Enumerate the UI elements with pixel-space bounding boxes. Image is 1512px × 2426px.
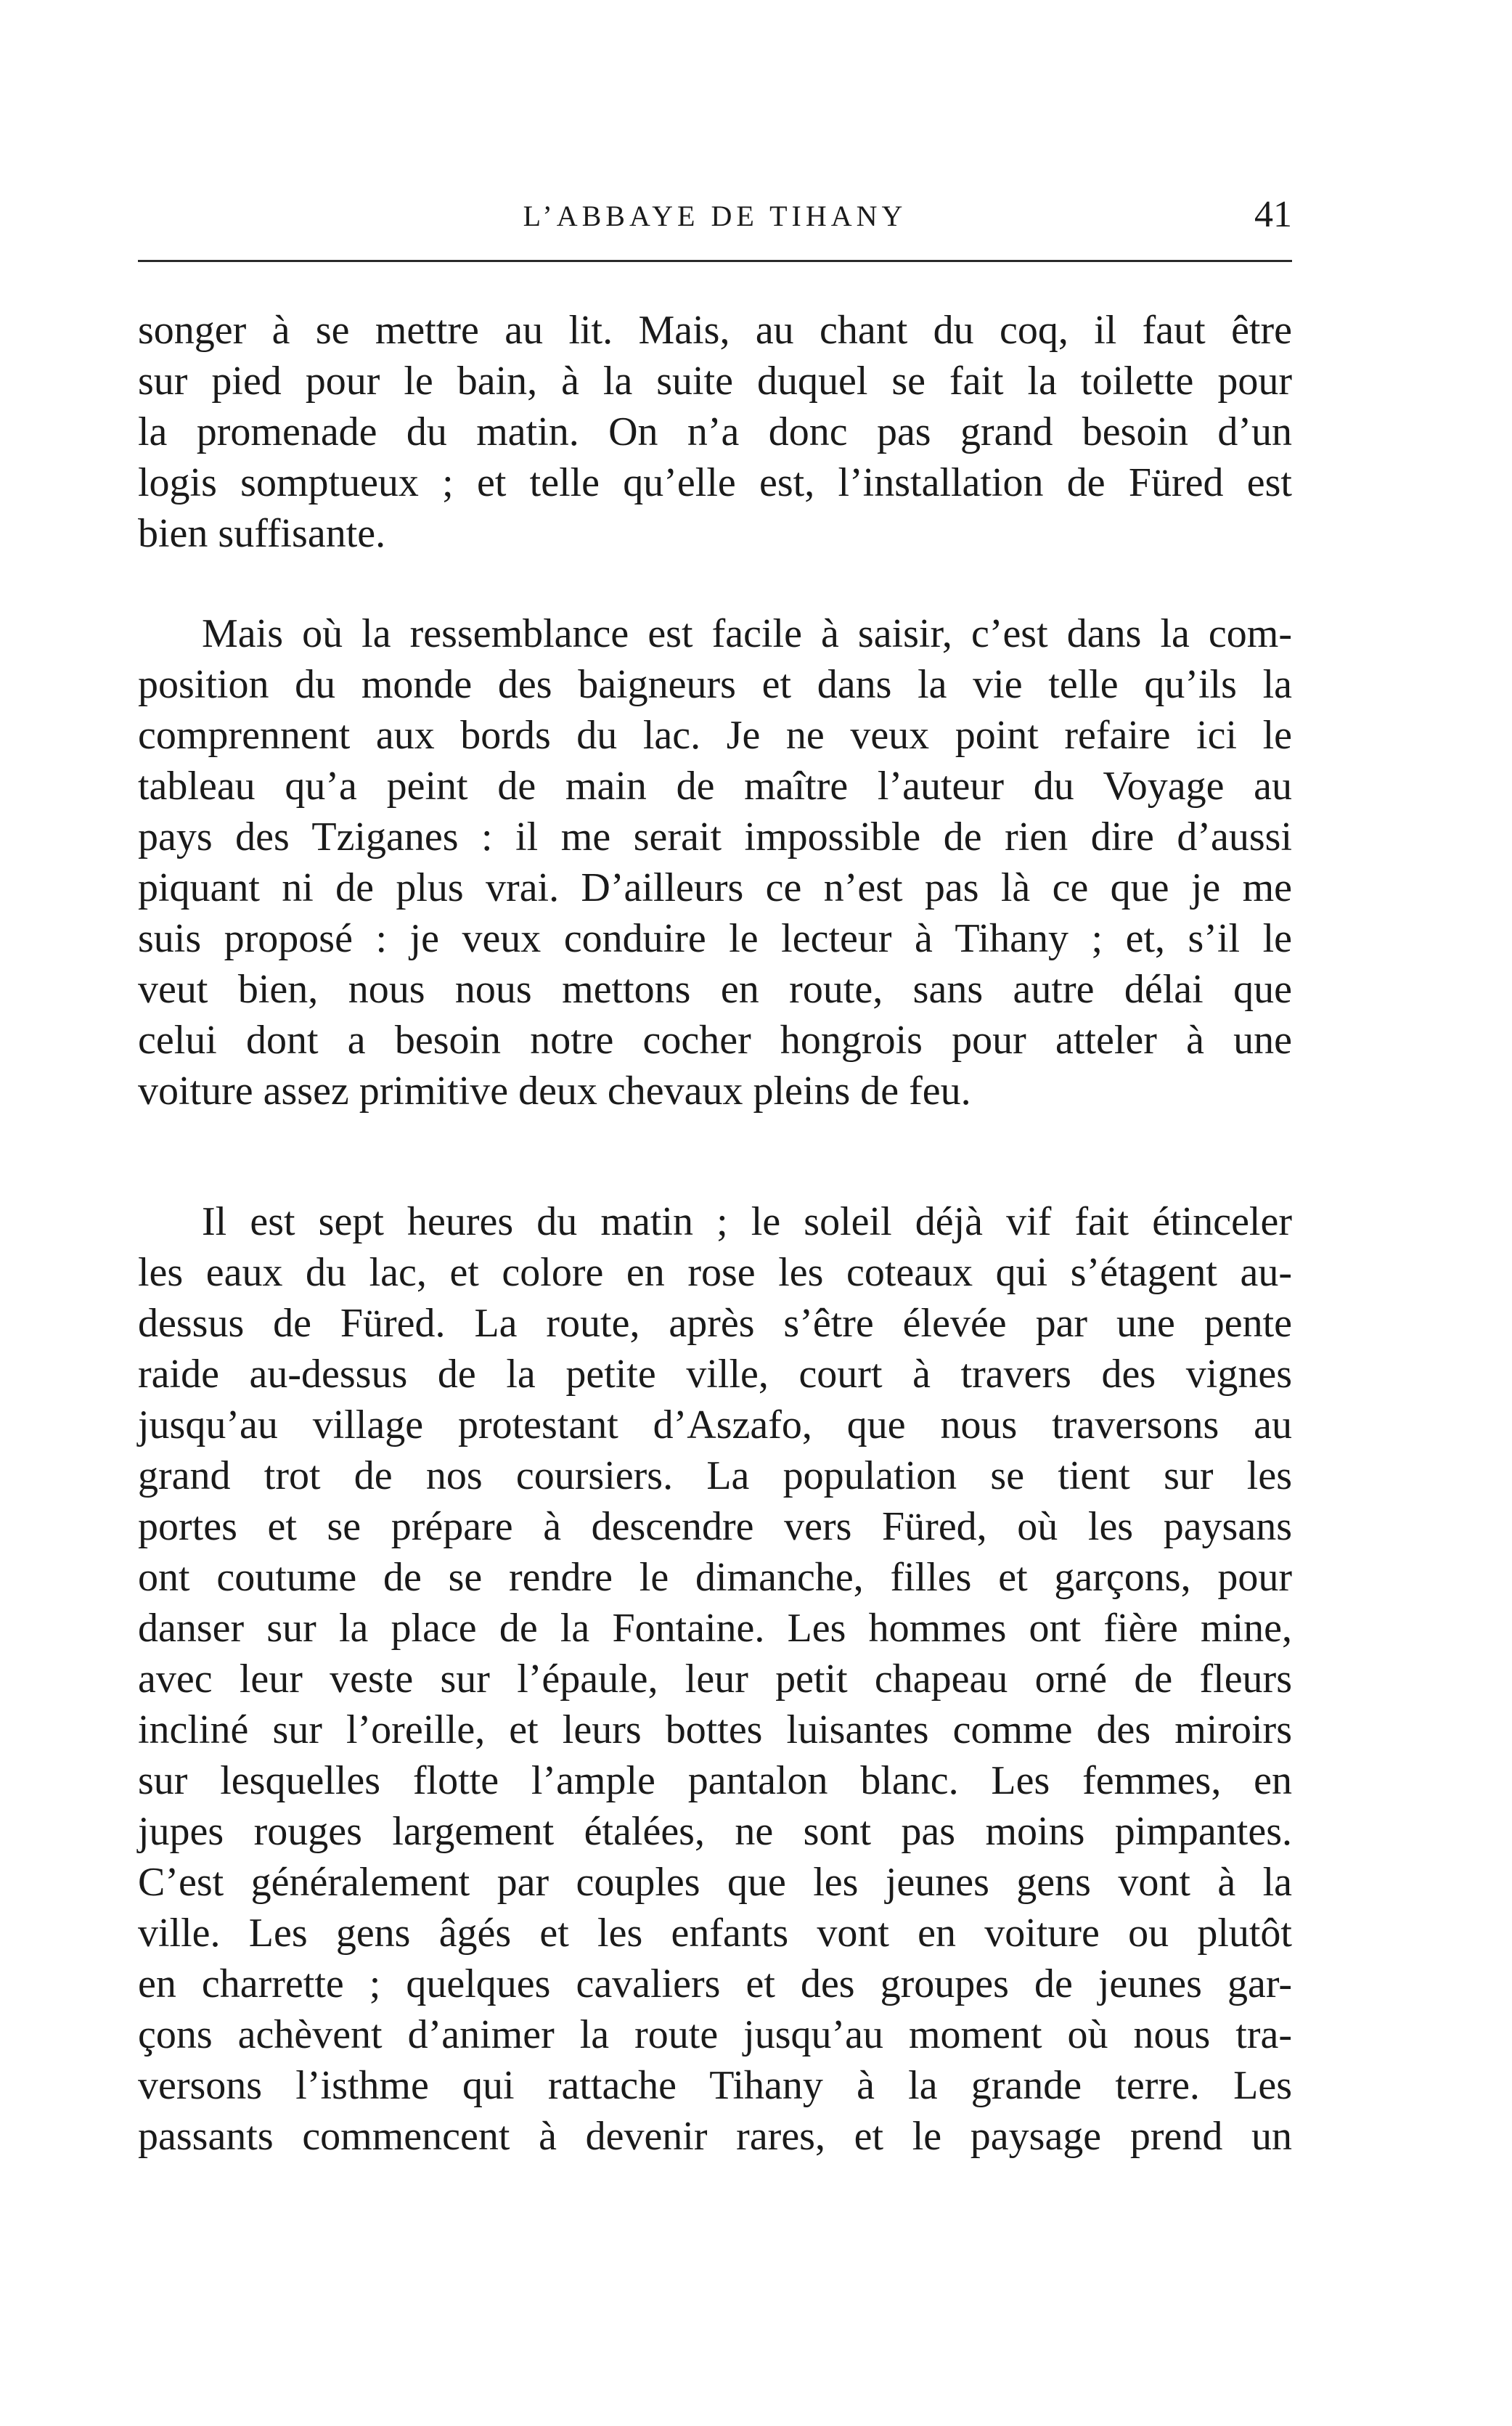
text-line: en charrette ; quelques cavaliers et des groupes de jeunes gar- bbox=[138, 1961, 1292, 2006]
text-line: sur pied pour le bain, à la suite duquel se fait la toilette pour bbox=[138, 359, 1292, 404]
text-line: dessus de Füred. La route, après s’être élevée par une pente bbox=[138, 1301, 1292, 1346]
page-number: 41 bbox=[1254, 194, 1292, 235]
text-line: avec leur veste sur l’épaule, leur petit chapeau orné de fleurs bbox=[138, 1657, 1292, 1702]
text-line: tableau qu’a peint de main de maître l’auteur du Voyage au bbox=[138, 764, 1292, 809]
text-line: celui dont a besoin notre cocher hongrois pour atteler à une bbox=[138, 1018, 1292, 1063]
text-line: logis somptueux ; et telle qu’elle est, l’installation de Füred est bbox=[138, 460, 1292, 505]
running-head bbox=[138, 190, 1292, 241]
text-line: voiture assez primitive deux chevaux pleins de feu. bbox=[138, 1069, 971, 1114]
text-line: grand trot de nos coursiers. La population se tient sur les bbox=[138, 1453, 1292, 1498]
paragraph-2 bbox=[138, 608, 1292, 1116]
text-line: ville. Les gens âgés et les enfants vont en voiture ou plutôt bbox=[138, 1911, 1292, 1956]
text-line: passants commencent à devenir rares, et le paysage prend un bbox=[138, 2114, 1292, 2159]
text-line: incliné sur l’oreille, et leurs bottes luisantes comme des miroirs bbox=[138, 1707, 1292, 1752]
text-line: sur lesquelles flotte l’ample pantalon blanc. Les femmes, en bbox=[138, 1758, 1292, 1803]
text-line: piquant ni de plus vrai. D’ailleurs ce n’est pas là ce que je me bbox=[138, 865, 1292, 910]
text-line: çons achèvent d’animer la route jusqu’au moment où nous tra- bbox=[138, 2012, 1292, 2057]
text-line: Mais où la ressemblance est facile à saisir, c’est dans la com- bbox=[202, 611, 1292, 656]
body-text bbox=[138, 305, 1292, 2162]
text-line: versons l’isthme qui rattache Tihany à la grande terre. Les bbox=[138, 2063, 1292, 2108]
text-line: Il est sept heures du matin ; le soleil déjà vif fait étinceler bbox=[202, 1199, 1292, 1244]
text-line: bien suffisante. bbox=[138, 511, 386, 556]
text-line: raide au-dessus de la petite ville, court à travers des vignes bbox=[138, 1352, 1292, 1397]
text-line: les eaux du lac, et colore en rose les coteaux qui s’étagent au- bbox=[138, 1250, 1292, 1295]
running-title: L’ABBAYE DE TIHANY bbox=[523, 200, 907, 232]
text-line: jupes rouges largement étalées, ne sont pas moins pimpantes. bbox=[138, 1809, 1292, 1854]
paragraph-1 bbox=[138, 305, 1292, 559]
text-line: veut bien, nous nous mettons en route, sans autre délai que bbox=[138, 967, 1292, 1012]
paragraph-3 bbox=[138, 1196, 1292, 2162]
text-line: danser sur la place de la Fontaine. Les hommes ont fière mine, bbox=[138, 1606, 1292, 1651]
text-line: la promenade du matin. On n’a donc pas grand besoin d’un bbox=[138, 409, 1292, 454]
text-line: comprennent aux bords du lac. Je ne veux point refaire ici le bbox=[138, 713, 1292, 758]
paragraph-gap bbox=[138, 1116, 1292, 1196]
text-line: portes et se prépare à descendre vers Füred, où les paysans bbox=[138, 1504, 1292, 1549]
text-line: pays des Tziganes : il me serait impossible de rien dire d’aussi bbox=[138, 814, 1292, 859]
text-line: C’est généralement par couples que les jeunes gens vont à la bbox=[138, 1860, 1292, 1905]
text-line: position du monde des baigneurs et dans la vie telle qu’ils la bbox=[138, 662, 1292, 707]
paragraph-gap bbox=[138, 559, 1292, 608]
text-line: songer à se mettre au lit. Mais, au chant du coq, il faut être bbox=[138, 308, 1292, 353]
text-line: suis proposé : je veux conduire le lecteur à Tihany ; et, s’il le bbox=[138, 916, 1292, 961]
header-rule bbox=[138, 260, 1292, 262]
text-line: jusqu’au village protestant d’Aszafo, que nous traversons au bbox=[138, 1402, 1292, 1447]
text-line: ont coutume de se rendre le dimanche, filles et garçons, pour bbox=[138, 1555, 1292, 1600]
